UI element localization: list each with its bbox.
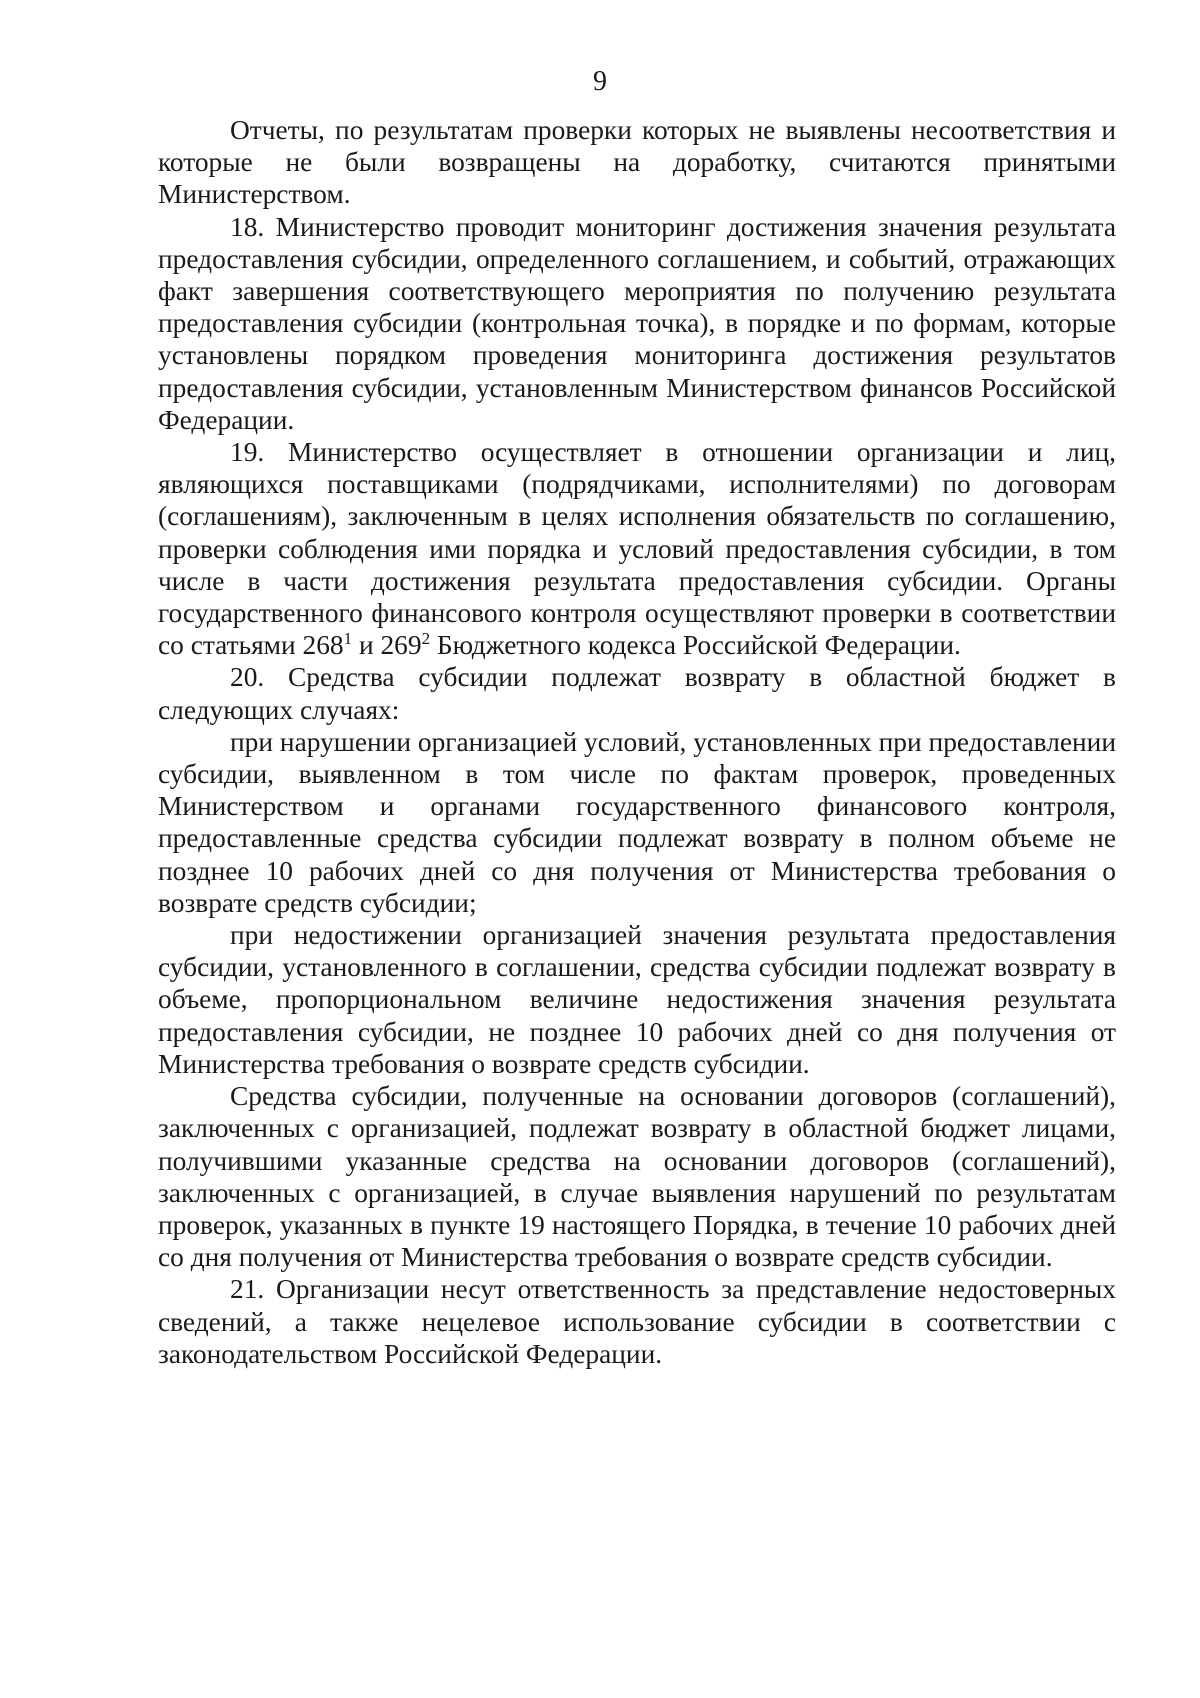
paragraph-20-contractors-return: Средства субсидии, полученные на основании договоров (соглашений), заключенных с организацией, подлежат возврату в областной бюджет лицами, получившими указанные средства на основании договоров (соглашений), заключенных с организацией, в случае выявления нарушений по результатам проверок, указанных в пункте 19 настоящего Порядка, в течение 10 рабочих дней со дня получения от Министерства требования о возврате средств субсидии. bbox=[158, 1081, 1116, 1273]
page-number: 9 bbox=[593, 66, 607, 97]
paragraph-19-text-a: 19. Министерство осуществляет в отношении организации и лиц, являющихся поставщиками (подрядчиками, исполнителями) по договорам (соглашениям), заключенным в целях исполнения обязательств по соглашению, проверки соблюдения ими порядка и условий предоставления субсидии, в том числе в части достижения результата предоставления субсидии. Органы государственного финансового контроля осуществляют проверки в соответствии со статьями 268 bbox=[158, 437, 1116, 661]
paragraph-19-text-c: Бюджетного кодекса Российской Федерации. bbox=[430, 630, 961, 661]
paragraph-20-return-cases: 20. Средства субсидии подлежат возврату в областной бюджет в следующих случаях: bbox=[158, 662, 1116, 725]
paragraph-20-case-violation: при нарушении организацией условий, установленных при предоставлении субсидии, выявленном в том числе по фактам проверок, проведенных Министерством и органами государственного финансового контроля, предоставленные средства субсидии подлежат возврату в полном объеме не позднее 10 рабочих дней со дня получения от Министерства требования о возврате средств субсидии; bbox=[158, 726, 1116, 918]
paragraph-20-case-non-achievement: при недостижении организацией значения результата предоставления субсидии, установленного в соглашении, средства субсидии подлежат возврату в объеме, пропорциональном величине недостижения значения результата предоставления субсидии, не позднее 10 рабочих дней со дня получения от Министерства требования о возврате средств субсидии. bbox=[158, 920, 1116, 1079]
document-body bbox=[158, 114, 1116, 1370]
paragraph-reports-accepted: Отчеты, по результатам проверки которых не выявлены несоответствия и которые не были возвращены на доработку, считаются принятыми Министерством. bbox=[158, 115, 1116, 210]
paragraph-19-inspections bbox=[158, 436, 1116, 661]
superscript-2: 2 bbox=[421, 629, 431, 649]
paragraph-21-responsibility: 21. Организации несут ответственность за представление недостоверных сведений, а также нецелевое использование субсидии в соответствии с законодательством Российской Федерации. bbox=[158, 1274, 1116, 1369]
paragraph-18-monitoring: 18. Министерство проводит мониторинг достижения значения результата предоставления субсидии, определенного соглашением, и событий, отражающих факт завершения соответствующего мероприятия по получению результата предоставления субсидии (контрольная точка), в порядке и по формам, которые установлены порядком проведения мониторинга достижения результатов предоставления субсидии, установленным Министерством финансов Российской Федерации. bbox=[158, 211, 1116, 435]
superscript-1: 1 bbox=[343, 629, 353, 649]
paragraph-19-text-b: и 269 bbox=[352, 630, 422, 661]
